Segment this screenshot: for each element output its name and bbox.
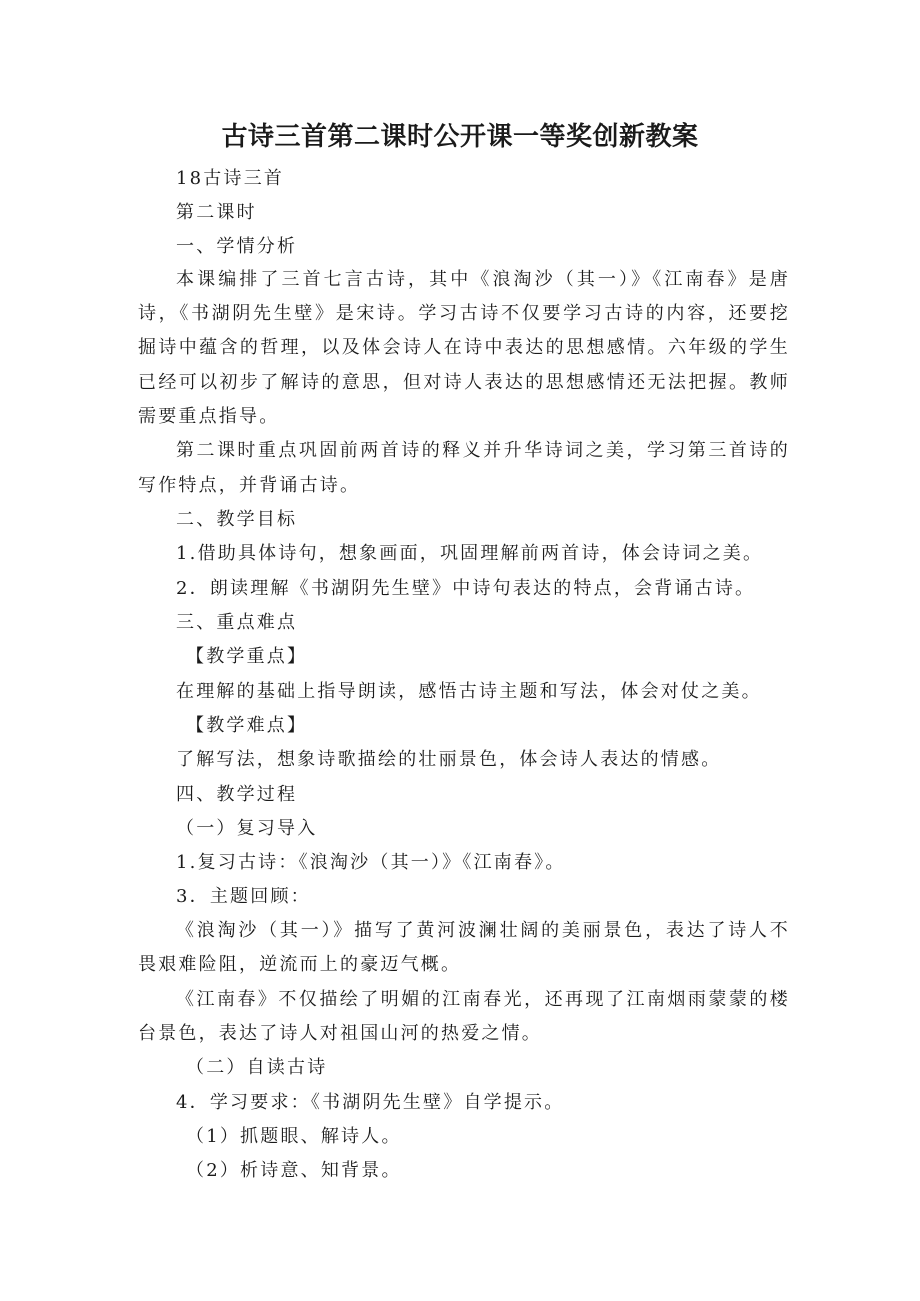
paragraph-line: 《江南春》不仅描绘了明媚的江南春光，还再现了江南烟雨蒙蒙的楼 — [176, 989, 790, 1010]
list-item: 3．主题回顾： — [176, 886, 311, 907]
paragraph-line: 畏艰难险阻，逆流而上的豪迈气概。 — [138, 954, 462, 975]
paragraph-line: 需要重点指导。 — [138, 406, 280, 427]
paragraph-line: 已经可以初步了解诗的意思，但对诗人表达的思想感情还无法把握。教师 — [138, 372, 790, 393]
paragraph-line: 台景色，表达了诗人对祖国山河的热爱之情。 — [138, 1023, 542, 1044]
list-item: 4．学习要求：《书湖阴先生壁》自学提示。 — [176, 1092, 565, 1113]
subsection-heading: 【教学重点】 — [186, 646, 308, 667]
document-title: 古诗三首第二课时公开课一等奖创新教案 — [221, 122, 699, 152]
paragraph-line: 写作特点，并背诵古诗。 — [138, 475, 361, 496]
list-item: （1）抓题眼、解诗人。 — [186, 1126, 402, 1147]
section-heading: 四、教学过程 — [176, 784, 298, 805]
paragraph-line: 在理解的基础上指导朗读，感悟古诗主题和写法，体会对仗之美。 — [176, 681, 762, 702]
paragraph-line: 掘诗中蕴含的哲理，以及体会诗人在诗中表达的思想感情。六年级的学生 — [138, 337, 790, 358]
lesson-heading: 18古诗三首 — [176, 168, 285, 189]
lesson-period: 第二课时 — [176, 202, 257, 223]
section-heading: 三、重点难点 — [176, 612, 298, 633]
list-item: 2．朗读理解《书湖阴先生壁》中诗句表达的特点，会背诵古诗。 — [176, 578, 756, 599]
paragraph-line: 《浪淘沙（其一）》描写了黄河波澜壮阔的美丽景色，表达了诗人不 — [176, 920, 790, 941]
paragraph-line: 本课编排了三首七言古诗，其中《浪淘沙（其一）》《江南春》是唐 — [176, 269, 790, 290]
list-item: 1.复习古诗：《浪淘沙（其一）》《江南春》。 — [176, 852, 566, 873]
section-heading: 二、教学目标 — [176, 509, 298, 530]
list-item: 1.借助具体诗句，想象画面，巩固理解前两首诗，体会诗词之美。 — [176, 543, 764, 564]
subsection-heading: （一）复习导入 — [176, 818, 318, 839]
paragraph-line: 诗，《书湖阴先生壁》是宋诗。学习古诗不仅要学习古诗的内容，还要挖 — [138, 303, 790, 324]
subsection-heading: （二）自读古诗 — [186, 1057, 328, 1078]
paragraph-line: 第二课时重点巩固前两首诗的释义并升华诗词之美，学习第三首诗的 — [176, 440, 790, 461]
section-heading: 一、学情分析 — [176, 236, 298, 257]
list-item: （2）析诗意、知背景。 — [186, 1160, 402, 1181]
paragraph-line: 了解写法，想象诗歌描绘的壮丽景色，体会诗人表达的情感。 — [176, 749, 722, 770]
subsection-heading: 【教学难点】 — [186, 715, 308, 736]
